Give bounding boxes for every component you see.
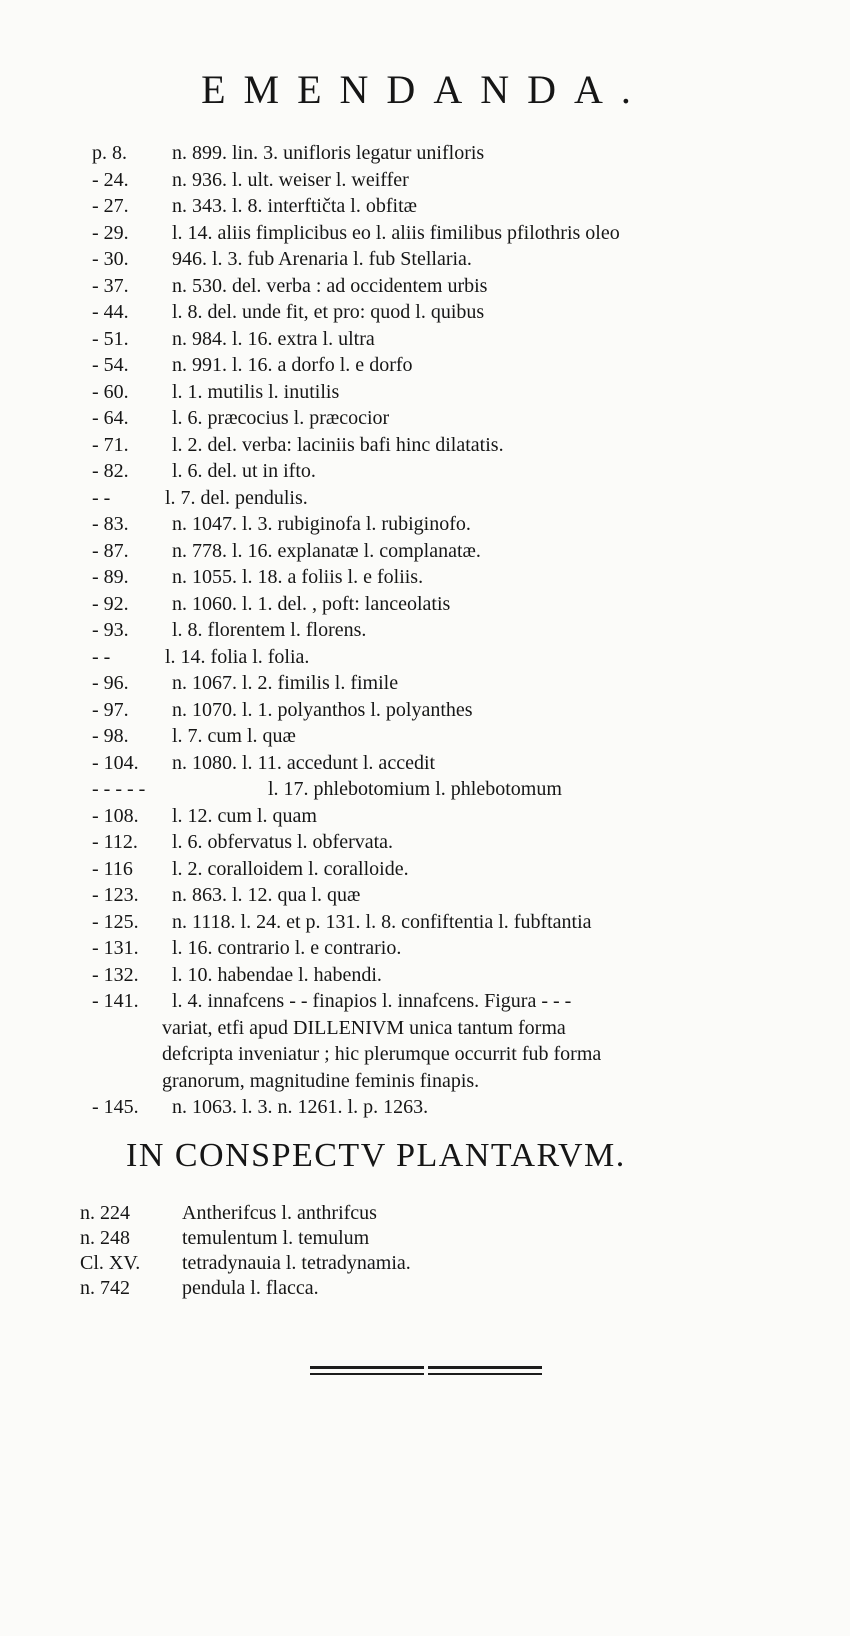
errata-correction: l. 6. præcocius l. præcocior: [172, 407, 390, 429]
errata-row: [0, 1041, 850, 1068]
errata-row: [0, 909, 850, 936]
errata-row: [0, 352, 850, 379]
errata-row: [0, 1068, 850, 1095]
errata-row: [0, 644, 850, 671]
errata-reference: - 145.: [92, 1096, 139, 1118]
errata-row: [0, 379, 850, 406]
errata-row: [0, 458, 850, 485]
errata-row: [0, 273, 850, 300]
errata-row: [0, 246, 850, 273]
errata-reference: - 141.: [92, 990, 139, 1012]
plant-row: [0, 1226, 850, 1251]
closing-double-rule: [310, 1366, 542, 1378]
errata-row: [0, 511, 850, 538]
errata-row: [0, 220, 850, 247]
errata-reference: - -: [92, 645, 111, 668]
errata-reference: - 132.: [92, 963, 139, 986]
errata-correction: n. 343. l. 8. interftičta l. obfitæ: [172, 195, 417, 217]
errata-correction: n. 530. del. verba : ad occidentem urbis: [172, 274, 488, 297]
errata-row: [0, 776, 850, 803]
errata-reference: - 123.: [92, 884, 139, 906]
errata-correction: n. 1047. l. 3. rubiginofa l. rubiginofo.: [172, 513, 471, 535]
errata-correction: l. 6. obfervatus l. obfervata.: [172, 831, 394, 853]
errata-row: [0, 962, 850, 989]
errata-correction: n. 1055. l. 18. a foliis l. e foliis.: [172, 566, 424, 588]
errata-row: [0, 167, 850, 194]
errata-row: [0, 299, 850, 326]
errata-row: [0, 988, 850, 1015]
errata-reference: - 89.: [92, 566, 129, 588]
errata-correction: l. 2. del. verba: laciniis bafi hinc dilatatis.: [172, 433, 504, 456]
errata-row: [0, 935, 850, 962]
errata-correction: 946. l. 3. fub Arenaria l. fub Stellaria.: [172, 248, 472, 270]
plant-correction: pendula l. flacca.: [182, 1277, 319, 1299]
errata-row: [0, 882, 850, 909]
errata-row: [0, 538, 850, 565]
plant-reference: n. 224: [80, 1202, 130, 1224]
errata-correction: n. 899. lin. 3. unifloris legatur unifloris: [172, 142, 485, 164]
errata-row: [0, 591, 850, 618]
errata-correction: l. 1. mutilis l. inutilis: [172, 380, 340, 403]
plant-correction: tetradynauia l. tetradynamia.: [182, 1252, 411, 1274]
errata-reference: - 71.: [92, 433, 129, 456]
errata-correction: n. 1118. l. 24. et p. 131. l. 8. confiftentia l. fubftantia: [172, 910, 592, 933]
errata-correction: l. 14. aliis fimplicibus eo l. aliis fimilibus pfilothris oleo: [172, 221, 620, 244]
errata-correction: granorum, magnitudine feminis finapis.: [162, 1069, 480, 1092]
errata-list: [0, 140, 850, 1121]
errata-correction: l. 7. cum l. quæ: [172, 725, 296, 747]
errata-reference: - 54.: [92, 354, 129, 376]
plant-correction: temulentum l. temulum: [182, 1227, 370, 1249]
errata-reference: - 96.: [92, 672, 129, 694]
errata-reference: - 24.: [92, 168, 129, 191]
page-title: EMENDANDA.: [201, 67, 649, 112]
errata-row: [0, 750, 850, 777]
errata-correction: l. 14. folia l. folia.: [165, 645, 310, 668]
errata-correction: l. 8. florentem l. florens.: [172, 619, 367, 641]
errata-reference: - 92.: [92, 592, 129, 615]
plant-corrigenda-list: [0, 1201, 850, 1301]
errata-correction: l. 12. cum l. quam: [172, 804, 317, 827]
errata-reference: - 87.: [92, 539, 129, 562]
errata-reference: - 37.: [92, 274, 129, 297]
errata-row: [0, 697, 850, 724]
section-title: IN CONSPECTV PLANTARVM.: [126, 1137, 626, 1174]
errata-row: [0, 564, 850, 591]
errata-reference: - 27.: [92, 195, 129, 217]
errata-reference: - 104.: [92, 751, 139, 774]
errata-reference: - - - - -: [92, 778, 146, 800]
errata-correction: l. 6. del. ut in ifto.: [172, 460, 316, 482]
errata-reference: p. 8.: [92, 142, 127, 164]
errata-row: [0, 803, 850, 830]
errata-row: [0, 432, 850, 459]
errata-correction: l. 16. contrario l. e contrario.: [172, 937, 402, 959]
errata-correction: l. 2. coralloidem l. coralloide.: [172, 857, 409, 880]
errata-correction: n. 1060. l. 1. del. , poft: lanceolatis: [172, 592, 451, 615]
errata-reference: - 60.: [92, 380, 129, 403]
errata-correction: n. 984. l. 16. extra l. ultra: [172, 327, 375, 350]
errata-reference: - 83.: [92, 513, 129, 535]
errata-row: [0, 140, 850, 167]
errata-reference: - 116: [92, 857, 133, 880]
errata-row: [0, 485, 850, 512]
errata-correction: n. 778. l. 16. explanatæ l. complanatæ.: [172, 539, 481, 562]
plant-reference: n. 742: [80, 1277, 130, 1299]
errata-reference: - 29.: [92, 221, 129, 244]
plant-reference: n. 248: [80, 1227, 130, 1249]
errata-reference: - 131.: [92, 937, 139, 959]
errata-row: [0, 617, 850, 644]
errata-row: [0, 1015, 850, 1042]
errata-reference: - 112.: [92, 831, 138, 853]
errata-correction: n. 1070. l. 1. polyanthos l. polyanthes: [172, 698, 473, 721]
errata-correction: n. 936. l. ult. weiser l. weiffer: [172, 168, 409, 191]
errata-reference: - 64.: [92, 407, 129, 429]
errata-reference: - 51.: [92, 327, 129, 350]
errata-row: [0, 193, 850, 220]
errata-row: [0, 670, 850, 697]
errata-row: [0, 1094, 850, 1121]
errata-correction: l. 7. del. pendulis.: [165, 486, 308, 509]
errata-row: [0, 856, 850, 883]
errata-correction: n. 991. l. 16. a dorfo l. e dorfo: [172, 354, 413, 376]
errata-reference: - 97.: [92, 698, 129, 721]
errata-reference: - 93.: [92, 619, 129, 641]
errata-correction: n. 1080. l. 11. accedunt l. accedit: [172, 751, 436, 774]
errata-reference: - -: [92, 486, 111, 509]
plant-row: [0, 1201, 850, 1226]
errata-reference: - 98.: [92, 725, 129, 747]
errata-correction: n. 1067. l. 2. fimilis l. fimile: [172, 672, 399, 694]
errata-correction: n. 1063. l. 3. n. 1261. l. p. 1263.: [172, 1096, 429, 1118]
errata-reference: - 108.: [92, 804, 139, 827]
errata-correction: n. 863. l. 12. qua l. quæ: [172, 884, 361, 906]
plant-row: [0, 1276, 850, 1301]
errata-correction: l. 17. phlebotomium l. phlebotomum: [268, 778, 562, 800]
errata-row: [0, 326, 850, 353]
errata-correction: l. 4. innafcens - - finapios l. innafcens. Figura - - -: [172, 990, 572, 1012]
errata-correction: variat, etfi apud DILLENIVM unica tantum forma: [162, 1016, 566, 1039]
plant-reference: Cl. XV.: [80, 1252, 141, 1274]
errata-reference: - 82.: [92, 460, 129, 482]
errata-correction: l. 8. del. unde fit, et pro: quod l. quibus: [172, 301, 485, 323]
errata-reference: - 125.: [92, 910, 139, 933]
errata-reference: - 44.: [92, 301, 129, 323]
errata-row: [0, 723, 850, 750]
plant-correction: Antherifcus l. anthrifcus: [182, 1202, 377, 1224]
errata-row: [0, 829, 850, 856]
plant-row: [0, 1251, 850, 1276]
errata-reference: - 30.: [92, 248, 129, 270]
errata-row: [0, 405, 850, 432]
errata-correction: l. 10. habendae l. habendi.: [172, 963, 382, 986]
errata-correction: defcripta inveniatur ; hic plerumque occurrit fub forma: [162, 1043, 602, 1065]
